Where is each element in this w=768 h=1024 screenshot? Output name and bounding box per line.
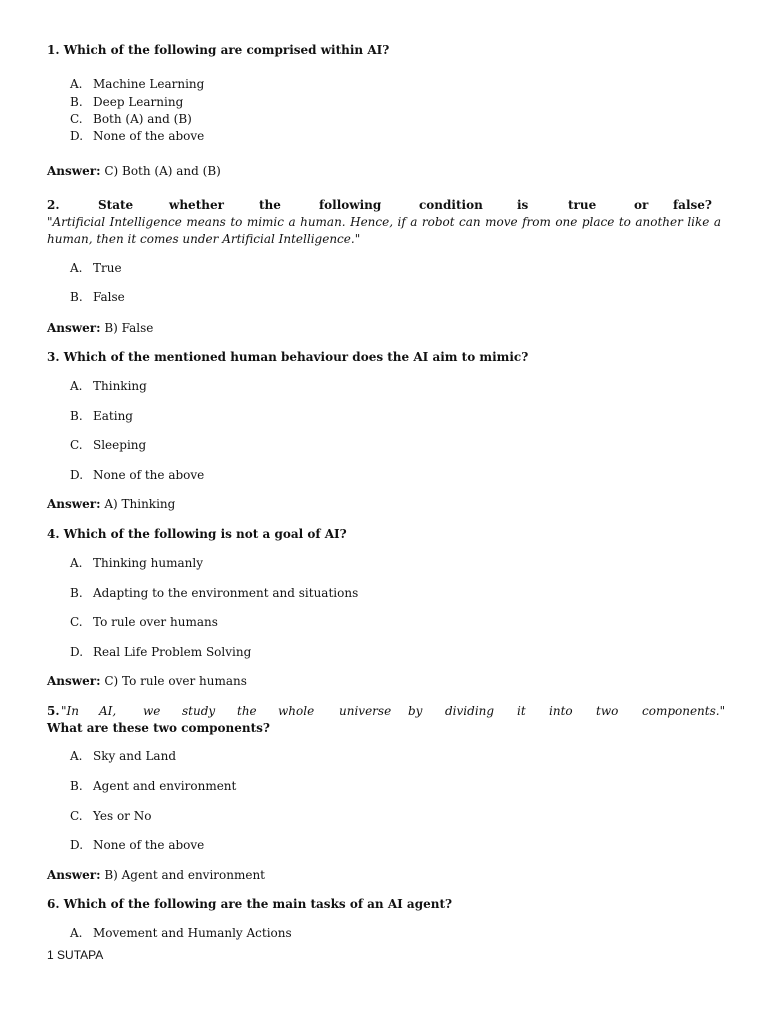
answer-label: Answer:: [47, 321, 101, 335]
question-word: or: [634, 198, 649, 212]
question-word: 2.: [47, 198, 60, 212]
option-letter: C.: [70, 615, 83, 629]
question-word: "In: [61, 704, 79, 718]
option-letter: B.: [70, 586, 83, 600]
option-letter: B.: [70, 779, 83, 793]
question-word: it: [517, 704, 526, 718]
answer-text: C) Both (A) and (B): [100, 164, 221, 178]
q1-option-b: [70, 94, 183, 111]
answer-text: C) To rule over humans: [100, 674, 247, 688]
question-word: condition: [419, 198, 483, 212]
option-letter: C.: [70, 438, 83, 452]
answer-text: A) Thinking: [100, 497, 176, 511]
page-number: 1: [47, 948, 54, 962]
question-word: false?: [673, 198, 712, 212]
q3-option-b: [70, 408, 133, 425]
option-text: Thinking: [93, 379, 147, 393]
option-text: Movement and Humanly Actions: [93, 926, 292, 940]
q5-option-a: [70, 748, 176, 765]
question-word: universe: [339, 704, 392, 718]
option-letter: D.: [70, 838, 84, 852]
question-2-quote: "Artificial Intelligence means to mimic a human. Hence, if a robot can move from one place to another like a human, then it comes under Artificial Intelligence.": [47, 215, 721, 246]
question-word: true: [568, 198, 597, 212]
q5-option-b: [70, 778, 236, 795]
option-letter: A.: [70, 379, 83, 393]
question-word: study: [182, 704, 216, 718]
option-text: Sleeping: [93, 438, 147, 452]
option-letter: C.: [70, 809, 83, 823]
question-word: following: [319, 198, 382, 212]
q4-option-b: [70, 585, 358, 602]
option-text: Adapting to the environment and situations: [93, 586, 359, 600]
q3-answer: [47, 496, 175, 513]
option-text: Thinking humanly: [93, 556, 203, 570]
answer-label: Answer:: [47, 868, 101, 882]
q4-answer: [47, 673, 247, 690]
q5-option-c: [70, 808, 151, 825]
option-letter: A.: [70, 749, 83, 763]
option-text: None of the above: [93, 129, 205, 143]
q1-option-d: [70, 128, 204, 145]
q3-option-d: [70, 467, 204, 484]
option-text: Machine Learning: [93, 77, 205, 91]
option-text: Eating: [93, 409, 133, 423]
option-text: None of the above: [93, 838, 205, 852]
q5-answer: [47, 867, 265, 884]
option-letter: B.: [70, 409, 83, 423]
option-letter: A.: [70, 261, 83, 275]
q4-option-d: [70, 644, 251, 661]
q6-option-a: [70, 925, 292, 942]
option-letter: D.: [70, 645, 84, 659]
question-word: State: [98, 198, 134, 212]
answer-text: B) Agent and environment: [100, 868, 266, 882]
question-word: the: [259, 198, 281, 212]
q1-answer: [47, 163, 221, 180]
option-text: Both (A) and (B): [93, 112, 192, 126]
answer-text: B) False: [100, 321, 154, 335]
question-word: whether: [169, 198, 224, 212]
option-letter: B.: [70, 95, 83, 109]
question-word: the: [237, 704, 257, 718]
answer-label: Answer:: [47, 164, 101, 178]
question-word: by: [408, 704, 423, 718]
option-text: Agent and environment: [93, 779, 237, 793]
option-letter: A.: [70, 77, 83, 91]
question-word: into: [549, 704, 573, 718]
option-text: Real Life Problem Solving: [93, 645, 252, 659]
option-letter: A.: [70, 556, 83, 570]
question-word: AI,: [99, 704, 117, 718]
question-6: 6. Which of the following are the main tasks of an AI agent?: [47, 897, 453, 911]
q1-option-a: [70, 76, 204, 93]
question-word: two: [596, 704, 619, 718]
page-footer: [47, 947, 103, 964]
q3-option-a: [70, 378, 147, 395]
q4-option-c: [70, 614, 218, 631]
option-text: Sky and Land: [93, 749, 176, 763]
q2-option-a: [70, 260, 122, 277]
question-word: whole: [278, 704, 315, 718]
q2-answer: [47, 320, 153, 337]
option-text: Yes or No: [93, 809, 152, 823]
question-5-line-2: What are these two components?: [47, 721, 270, 735]
option-text: To rule over humans: [93, 615, 218, 629]
option-letter: A.: [70, 926, 83, 940]
question-1: 1. Which of the following are comprised within AI?: [47, 43, 390, 57]
q5-option-d: [70, 837, 204, 854]
option-text: None of the above: [93, 468, 205, 482]
question-3: 3. Which of the mentioned human behaviour does the AI aim to mimic?: [47, 350, 529, 364]
option-text: Deep Learning: [93, 95, 184, 109]
q4-option-a: [70, 555, 203, 572]
question-number: 5.: [47, 704, 60, 718]
question-word: is: [517, 198, 529, 212]
q2-option-b: [70, 289, 125, 306]
option-letter: B.: [70, 290, 83, 304]
question-4: 4. Which of the following is not a goal of AI?: [47, 527, 347, 541]
option-letter: C.: [70, 112, 83, 126]
q3-option-c: [70, 437, 146, 454]
footer-author: SUTAPA: [57, 948, 104, 962]
option-letter: D.: [70, 468, 84, 482]
option-letter: D.: [70, 129, 84, 143]
question-word: we: [143, 704, 161, 718]
option-text: True: [93, 261, 122, 275]
question-word: components.": [642, 704, 726, 718]
answer-label: Answer:: [47, 497, 101, 511]
q1-option-c: [70, 111, 192, 128]
question-word: dividing: [445, 704, 495, 718]
option-text: False: [93, 290, 125, 304]
answer-label: Answer:: [47, 674, 101, 688]
